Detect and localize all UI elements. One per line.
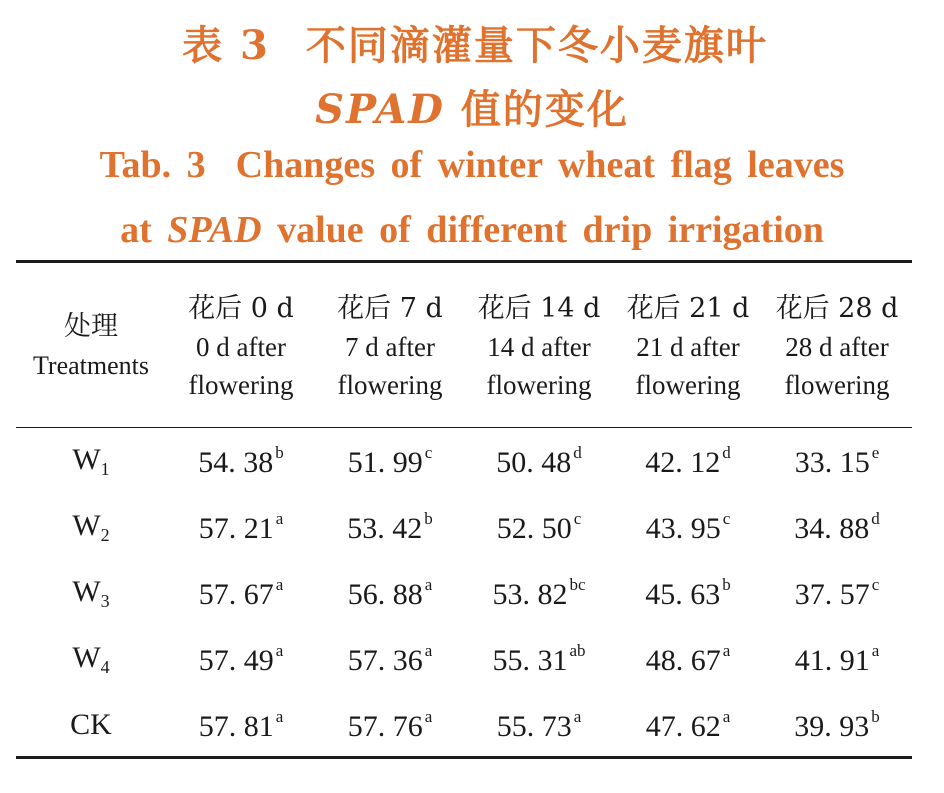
table-row bbox=[16, 494, 912, 560]
spad-value-cell bbox=[762, 494, 912, 560]
significance-letter: a bbox=[424, 706, 433, 726]
significance-letter: b bbox=[722, 574, 731, 594]
spad-value: 47. 62 bbox=[645, 709, 721, 743]
header-col-zh: 花后 14 d bbox=[477, 292, 601, 324]
treatment-cell bbox=[16, 560, 166, 626]
treatment-subscript: 2 bbox=[100, 524, 110, 545]
spad-value: 37. 57 bbox=[794, 577, 870, 611]
header-treatments bbox=[16, 270, 166, 422]
spad-value-cell bbox=[762, 428, 912, 494]
spad-value: 34. 88 bbox=[794, 511, 870, 545]
table-top-rule bbox=[16, 260, 912, 263]
caption-en-pre: at bbox=[120, 209, 152, 251]
spad-value: 41. 91 bbox=[794, 643, 870, 677]
spad-value: 43. 95 bbox=[645, 511, 721, 545]
caption-en-label: Tab. 3 bbox=[99, 144, 206, 186]
caption-en-line2 bbox=[0, 208, 944, 252]
header-col-en1: 21 d after bbox=[636, 331, 740, 362]
spad-value: 52. 50 bbox=[496, 511, 572, 545]
spad-value-cell bbox=[316, 692, 464, 758]
spad-value-cell bbox=[464, 428, 614, 494]
spad-value-cell bbox=[614, 560, 762, 626]
spad-value: 55. 31 bbox=[492, 643, 568, 677]
header-col-21d bbox=[614, 270, 762, 422]
header-col-en2: flowering bbox=[486, 369, 592, 400]
header-col-en2: flowering bbox=[784, 369, 890, 400]
spad-value-cell bbox=[762, 692, 912, 758]
caption-en-post: value of different drip irrigation bbox=[277, 209, 824, 251]
treatment-cell bbox=[16, 494, 166, 560]
significance-letter: c bbox=[722, 508, 731, 528]
header-col-14d bbox=[464, 270, 614, 422]
significance-letter: ab bbox=[569, 640, 586, 660]
caption-en-spad: SPAD bbox=[167, 209, 262, 251]
significance-letter: a bbox=[871, 640, 880, 660]
significance-letter: d bbox=[573, 442, 582, 462]
spad-value-cell bbox=[316, 494, 464, 560]
spad-value-cell bbox=[614, 626, 762, 692]
caption-en-line1 bbox=[0, 143, 944, 187]
spad-value: 53. 42 bbox=[347, 511, 423, 545]
spad-value-cell bbox=[166, 494, 316, 560]
significance-letter: a bbox=[424, 640, 433, 660]
spad-value: 55. 73 bbox=[496, 709, 572, 743]
spad-value: 51. 99 bbox=[347, 445, 423, 479]
spad-value-cell bbox=[762, 560, 912, 626]
spad-value: 57. 36 bbox=[347, 643, 423, 677]
treatment-subscript: 3 bbox=[100, 590, 110, 611]
spad-value-cell bbox=[464, 494, 614, 560]
table-row bbox=[16, 692, 912, 758]
significance-letter: c bbox=[871, 574, 880, 594]
spad-value-cell bbox=[316, 560, 464, 626]
header-col-en1: 7 d after bbox=[345, 331, 435, 362]
header-col-zh: 花后 28 d bbox=[775, 292, 899, 324]
spad-value: 57. 21 bbox=[198, 511, 274, 545]
treatment-subscript: 4 bbox=[100, 656, 110, 677]
significance-letter: a bbox=[275, 574, 284, 594]
caption-zh-title-rest: 值的变化 bbox=[460, 86, 629, 133]
header-treatments-zh: 处理 bbox=[64, 311, 118, 342]
significance-letter: c bbox=[573, 508, 582, 528]
spad-value-cell bbox=[614, 494, 762, 560]
spad-value: 56. 88 bbox=[347, 577, 423, 611]
header-col-en1: 14 d after bbox=[487, 331, 591, 362]
spad-value: 57. 76 bbox=[347, 709, 423, 743]
spad-value-cell bbox=[762, 626, 912, 692]
treatment-name: W bbox=[72, 574, 101, 608]
treatment-name: W bbox=[72, 508, 101, 542]
table-row bbox=[16, 560, 912, 626]
spad-value: 48. 67 bbox=[645, 643, 721, 677]
header-col-zh: 花后 7 d bbox=[337, 292, 443, 324]
treatment-name: W bbox=[72, 640, 101, 674]
treatment-name: W bbox=[72, 442, 101, 476]
significance-letter: bc bbox=[569, 574, 586, 594]
significance-letter: d bbox=[871, 508, 880, 528]
caption-zh-label: 表 3 bbox=[182, 22, 270, 69]
spad-value-cell bbox=[464, 692, 614, 758]
caption-zh-line2 bbox=[0, 78, 944, 135]
spad-value: 39. 93 bbox=[794, 709, 870, 743]
significance-letter: a bbox=[275, 640, 284, 660]
spad-value-cell bbox=[166, 428, 316, 494]
spad-value-cell bbox=[166, 560, 316, 626]
spad-value-cell bbox=[166, 692, 316, 758]
header-col-zh: 花后 21 d bbox=[626, 292, 750, 324]
spad-value: 33. 15 bbox=[794, 445, 870, 479]
treatment-subscript: 1 bbox=[100, 458, 110, 479]
caption-zh-title: 不同滴灌量下冬小麦旗叶 bbox=[305, 22, 768, 69]
header-col-en2: flowering bbox=[188, 369, 294, 400]
spad-value: 50. 48 bbox=[496, 445, 572, 479]
caption-zh-spad: SPAD bbox=[315, 86, 445, 133]
significance-letter: b bbox=[275, 442, 284, 462]
caption-zh-line1 bbox=[0, 14, 944, 71]
significance-letter: a bbox=[722, 640, 731, 660]
significance-letter: c bbox=[424, 442, 433, 462]
significance-letter: a bbox=[275, 706, 284, 726]
spad-value-cell bbox=[166, 626, 316, 692]
spad-value: 45. 63 bbox=[645, 577, 721, 611]
treatment-cell bbox=[16, 692, 166, 758]
spad-value: 57. 67 bbox=[198, 577, 274, 611]
table-body bbox=[16, 422, 912, 758]
treatment-cell bbox=[16, 626, 166, 692]
significance-letter: a bbox=[722, 706, 731, 726]
spad-value: 57. 81 bbox=[198, 709, 274, 743]
significance-letter: b bbox=[424, 508, 433, 528]
treatment-cell bbox=[16, 428, 166, 494]
header-col-en1: 0 d after bbox=[196, 331, 286, 362]
significance-letter: d bbox=[722, 442, 731, 462]
spad-value-cell bbox=[316, 428, 464, 494]
spad-value-cell bbox=[464, 560, 614, 626]
spad-value-cell bbox=[614, 428, 762, 494]
spad-table bbox=[16, 270, 912, 758]
header-col-zh: 花后 0 d bbox=[188, 292, 294, 324]
header-col-0d bbox=[166, 270, 316, 422]
header-col-7d bbox=[316, 270, 464, 422]
spad-value: 54. 38 bbox=[198, 445, 274, 479]
spad-value-cell bbox=[316, 626, 464, 692]
significance-letter: b bbox=[871, 706, 880, 726]
significance-letter: a bbox=[573, 706, 582, 726]
table-row bbox=[16, 626, 912, 692]
header-col-en1: 28 d after bbox=[785, 331, 889, 362]
spad-value: 57. 49 bbox=[198, 643, 274, 677]
significance-letter: a bbox=[275, 508, 284, 528]
caption-en-title: Changes of winter wheat flag leaves bbox=[235, 144, 845, 186]
header-col-28d bbox=[762, 270, 912, 422]
header-col-en2: flowering bbox=[635, 369, 741, 400]
table-row bbox=[16, 428, 912, 494]
table-header-row bbox=[16, 270, 912, 422]
treatment-name: CK bbox=[70, 708, 112, 741]
significance-letter: e bbox=[871, 442, 880, 462]
spad-value: 42. 12 bbox=[645, 445, 721, 479]
significance-letter: a bbox=[424, 574, 433, 594]
spad-value: 53. 82 bbox=[492, 577, 568, 611]
spad-value-cell bbox=[614, 692, 762, 758]
header-col-en2: flowering bbox=[337, 369, 443, 400]
header-treatments-en: Treatments bbox=[32, 351, 150, 380]
spad-value-cell bbox=[464, 626, 614, 692]
